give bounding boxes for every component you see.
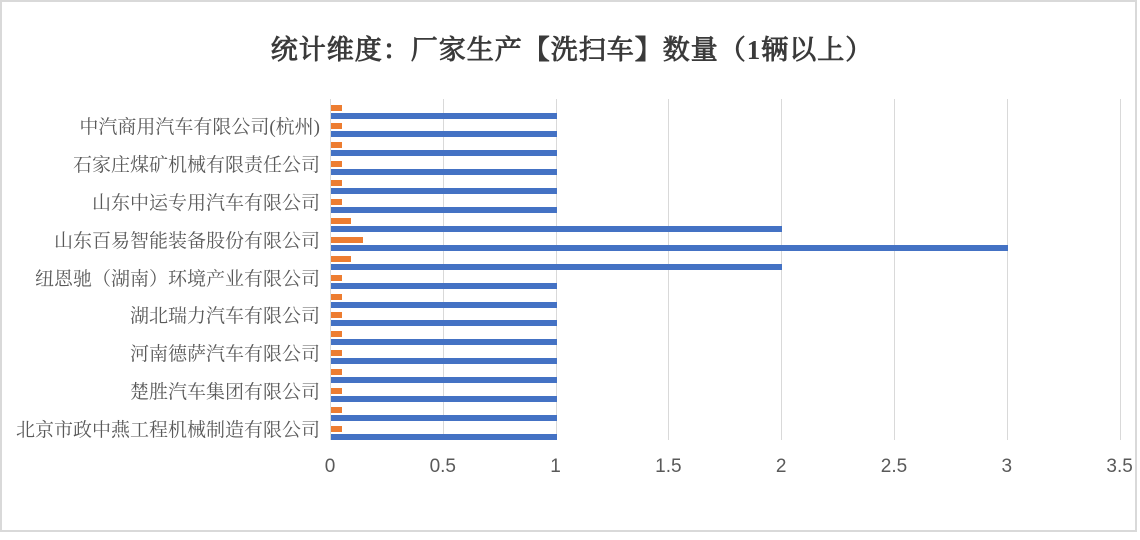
orange-bar — [331, 350, 342, 356]
blue-bar — [331, 264, 782, 270]
x-axis-tick-label: 2 — [775, 456, 787, 477]
orange-bar — [331, 256, 351, 262]
category-label: 山东百易智能装备股份有限公司 — [53, 230, 320, 252]
orange-bar — [331, 294, 342, 300]
blue-bar — [331, 207, 557, 213]
blue-bar — [331, 434, 557, 440]
blue-bar — [331, 226, 782, 232]
category-label: 纽恩驰（湖南）环境产业有限公司 — [34, 268, 320, 290]
x-axis-tick-label: 2.5 — [880, 456, 908, 477]
orange-bar — [331, 218, 351, 224]
blue-bar — [331, 131, 557, 137]
blue-bar — [331, 169, 557, 175]
category-label: 石家庄煤矿机械有限责任公司 — [72, 155, 320, 177]
orange-bar — [331, 105, 342, 111]
orange-bar — [331, 426, 342, 432]
blue-bar — [331, 113, 557, 119]
blue-bar — [331, 302, 557, 308]
blue-bar — [331, 339, 557, 345]
category-label: 中汽商用汽车有限公司(杭州) — [79, 117, 320, 139]
chart-title: 统计维度：厂家生产【洗扫车】数量（1辆以上） — [270, 35, 874, 65]
blue-bar — [331, 188, 557, 194]
orange-bar — [331, 161, 342, 167]
blue-bar — [331, 415, 557, 421]
x-axis-tick-label: 3.5 — [1106, 456, 1133, 477]
gridline-x-3.5 — [1120, 99, 1121, 440]
blue-bar — [331, 377, 557, 383]
orange-bar — [331, 275, 342, 281]
blue-bar — [331, 283, 557, 289]
orange-bar — [331, 142, 342, 148]
category-label: 山东中运专用汽车有限公司 — [91, 192, 320, 214]
blue-bar — [331, 320, 557, 326]
orange-bar — [331, 312, 342, 318]
x-axis-tick-label: 1 — [550, 456, 561, 477]
orange-bar — [331, 180, 342, 186]
blue-bar — [331, 150, 557, 156]
x-axis-tick-label: 0 — [324, 456, 336, 477]
orange-bar — [331, 199, 342, 205]
x-axis-tick-label: 0.5 — [429, 456, 456, 477]
orange-bar — [331, 237, 363, 243]
orange-bar — [331, 123, 342, 129]
category-label: 河南德萨汽车有限公司 — [129, 344, 320, 366]
orange-bar — [331, 369, 342, 375]
blue-bar — [331, 358, 557, 364]
orange-bar — [331, 407, 342, 413]
x-axis-tick-label: 1.5 — [655, 456, 682, 477]
category-label: 北京市政中燕工程机械制造有限公司 — [15, 419, 320, 441]
blue-bar — [331, 245, 1008, 251]
orange-bar — [331, 388, 342, 394]
gridline-x-3 — [1007, 99, 1008, 440]
x-axis-tick-label: 3 — [1001, 456, 1013, 477]
orange-bar — [331, 331, 342, 337]
blue-bar — [331, 396, 557, 402]
category-label: 湖北瑞力汽车有限公司 — [129, 306, 320, 328]
gridline-x-2.5 — [894, 99, 895, 440]
category-label: 楚胜汽车集团有限公司 — [129, 381, 320, 403]
